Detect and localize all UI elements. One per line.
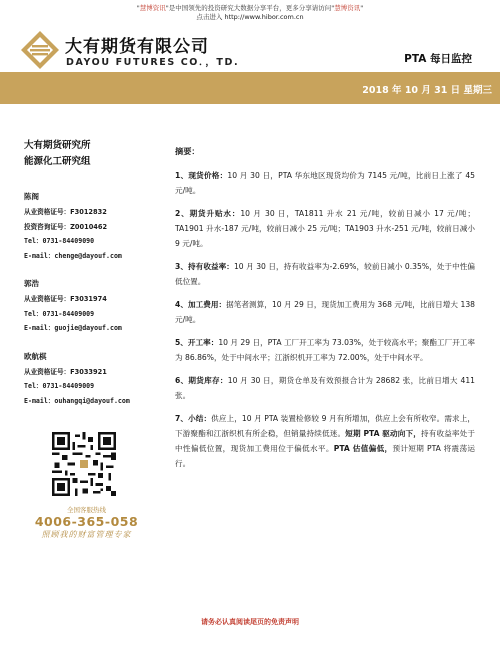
header-bar [0, 72, 500, 104]
qr-code-icon [52, 432, 116, 496]
summary-item-text: 10 月 30 日，期货仓单及有效预报合计为 28682 张，比前日增大 411 张。 [175, 376, 475, 400]
summary-item-key: 7、小结： [175, 414, 212, 423]
company-logo [20, 30, 270, 70]
summary-item-text: 据笔者测算，10 月 29 日，现货加工费用为 368 元/吨，比前日增大 138 元/吨。 [175, 300, 475, 324]
summary-item-key: 4、加工费用： [175, 300, 227, 309]
banner-brand-1[interactable]: 慧博资讯 [139, 4, 166, 12]
summary-item-key: 2、期货升贴水： [175, 209, 241, 218]
summary-item-key: 3、持有收益率： [175, 262, 234, 271]
summary-item [175, 259, 475, 289]
summary-item-text: 10 月 30 日，持有收益率为-2.69%，较前日减小 0.35%，处于中性偏低位置。 [175, 262, 475, 286]
banner-brand-2[interactable]: 慧博资讯 [334, 4, 361, 12]
sidebar [24, 138, 159, 408]
summary-item-key: 6、期货库存： [175, 376, 228, 385]
summary-item-emphasis: 短期 PTA 驱动向下， [345, 429, 421, 438]
top-banner [0, 4, 500, 22]
summary-item-text: 10 月 30 日，TA1811 升水 21 元/吨，较前日减小 17 元/吨；TA1901 升水-187 元/吨，较前日减小 25 元/吨；TA1903 升水-251 元/吨，较前日减小 9 元/吨。 [175, 209, 475, 248]
summary-item [175, 373, 475, 403]
summary-item-text: 10 月 30 日，PTA 华东地区现货均价为 7145 元/吨，比前日上涨了 45 元/吨。 [175, 171, 475, 195]
dayou-logo-icon [20, 30, 60, 70]
summary-item [175, 411, 475, 471]
summary-item [175, 206, 475, 251]
institute-name: 大有期货研究所 [24, 140, 91, 151]
banner-line-1 [0, 4, 500, 13]
summary-item-emphasis: PTA 估值偏低， [333, 444, 393, 453]
summary-item-key: 5、开工率： [175, 338, 219, 347]
summary-item-list [175, 168, 475, 471]
analyst-name: 陈阁 [24, 192, 39, 201]
banner-enter-label: 点击进入 [196, 13, 223, 21]
analyst-contact-line: 从业资格证号：F3033921 [24, 367, 107, 376]
analyst-card [24, 277, 159, 336]
research-group-name: 能源化工研究组 [24, 156, 91, 167]
company-name-en: DAYOU FUTURES CO．，TD. [66, 57, 240, 68]
analyst-contact-line: Tel：0731-84409009 [24, 382, 95, 390]
summary-item-key: 1、现货价格： [175, 171, 228, 180]
summary-item [175, 297, 475, 327]
banner-suffix: " [360, 4, 364, 12]
analyst-contact-line: 从业资格证号：F3031974 [24, 295, 107, 303]
analyst-contact-line[interactable]: E-mail：guojie@dayouf.com [24, 324, 122, 332]
banner-quote: " [136, 4, 140, 12]
analyst-contact-line[interactable]: E-mail：chenge@dayouf.com [24, 251, 122, 260]
report-date: 2018 年 10 月 31 日 星期三 [362, 85, 492, 96]
summary-item-text: 10 月 29 日，PTA 工厂开工率为 73.03%，处于较高水平；聚酯工厂开工率为 86.86%，处于中间水平；江浙织机开工率为 72.00%，处于中间水平。 [175, 338, 475, 362]
analyst-name: 郭浩 [24, 279, 39, 288]
summary-item-text: 预计短期 PTA 将震荡运行。 [175, 444, 475, 468]
analyst-contact-line[interactable]: E-mail：ouhangqi@dayouf.com [24, 396, 130, 405]
summary-item-text: 供应上，10 月 PTA 装置检修较 9 月有所增加，供应上会有所收窄。需求上，下游聚酯和江浙织机有所企稳，但销量持续低迷。 [175, 414, 475, 438]
analyst-card [24, 190, 159, 263]
banner-url-link[interactable]: http://www.hibor.com.cn [224, 13, 304, 21]
hotline-number[interactable]: 4006-365-058 [34, 514, 139, 529]
summary-label: 摘要： [175, 146, 200, 156]
summary-content [175, 144, 475, 479]
analyst-contact-line: Tel：0731-84409009 [24, 309, 95, 318]
analyst-list [24, 190, 159, 408]
company-name-cn: 大有期货有限公司 [65, 37, 209, 57]
analyst-name: 欧航棋 [24, 351, 47, 361]
disclaimer[interactable]: 请务必认真阅读尾页的免责声明 [201, 618, 299, 626]
summary-item-text: 持有收益率处于中性偏低位置，现货加工费用位于偏低水平。 [175, 429, 475, 453]
analyst-contact-line: Tel：0731-84409090 [24, 237, 95, 245]
summary-item [175, 335, 475, 365]
banner-middle: "是中国领先的投资研究大数据分享平台，更多分享请访问" [165, 4, 335, 12]
hotline-label: 全国客服热线 [67, 506, 106, 514]
analyst-contact-line: 从业资格证号：F3012832 [24, 208, 107, 216]
analyst-card [24, 350, 159, 409]
report-title: PTA 每日监控 [404, 53, 472, 65]
summary-item [175, 168, 475, 198]
banner-line-2 [0, 13, 500, 22]
company-slogan: 照顾我的财富管理专家 [41, 530, 132, 539]
analyst-contact-line: 投资咨询证号：Z0010462 [24, 222, 108, 231]
